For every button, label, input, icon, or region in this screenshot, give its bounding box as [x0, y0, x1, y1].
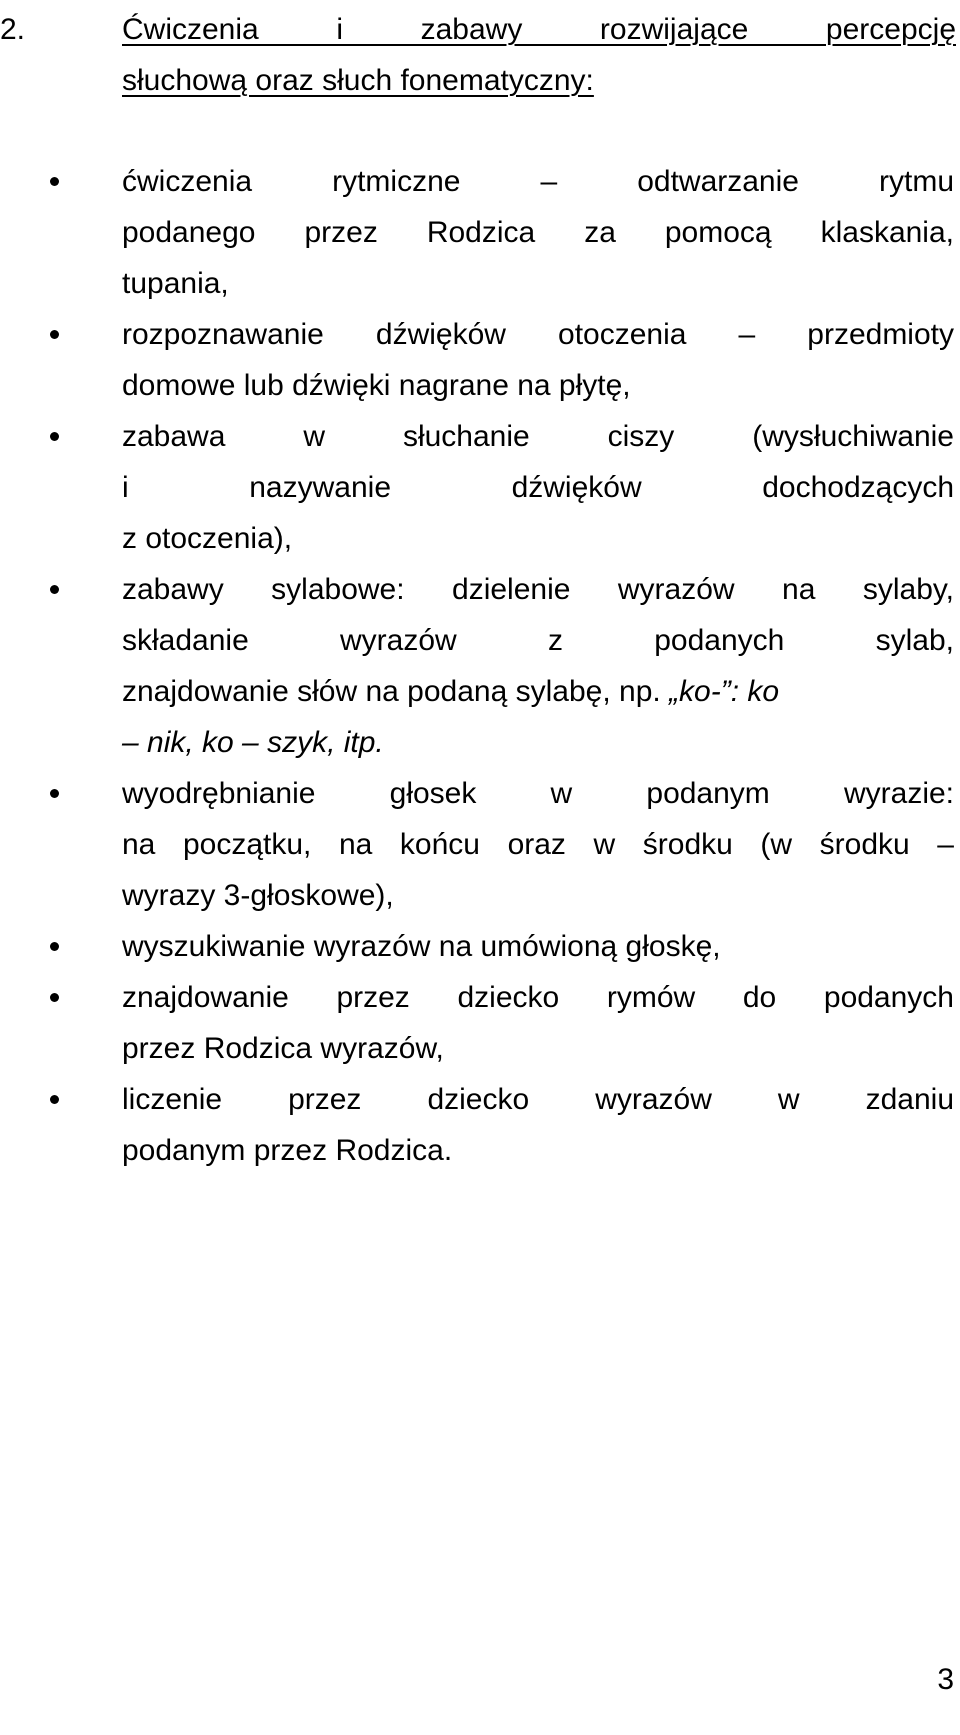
bullet-icon — [50, 789, 59, 798]
text-line: – nik, ko – szyk, itp. — [122, 726, 384, 759]
bullet-icon — [50, 177, 59, 186]
list-item-text — [122, 309, 954, 411]
list-item — [0, 972, 960, 1074]
bullet-icon — [50, 432, 59, 441]
list-item — [0, 1074, 960, 1176]
bullet-icon — [50, 993, 59, 1002]
bullet-icon — [50, 1095, 59, 1104]
page-number: 3 — [937, 1663, 954, 1696]
text-line: ćwiczenia rytmiczne – odtwarzanie rytmu — [122, 165, 954, 198]
syllable-example: „ko-”: ko — [669, 675, 780, 708]
bullet-icon — [50, 330, 59, 339]
list-item-text — [122, 768, 954, 921]
text-line: znajdowanie przez dziecko rymów do podanych — [122, 981, 954, 1014]
text-line: wyodrębnianie głosek w podanym wyrazie: — [122, 777, 954, 810]
text-line: i nazywanie dźwięków dochodzących — [122, 471, 954, 504]
text-line: składanie wyrazów z podanych sylab, — [122, 624, 954, 657]
list-item — [0, 156, 960, 309]
bullet-icon — [50, 942, 59, 951]
heading-line-1: Ćwiczenia i zabawy rozwijające percepcję — [122, 13, 956, 46]
text-line: domowe lub dźwięki nagrane na płytę, — [122, 369, 631, 402]
list-item-text — [122, 411, 954, 564]
heading-number: 2. — [0, 13, 26, 46]
heading-line-2: słuchową oraz słuch fonematyczny: — [122, 64, 594, 97]
list-item-text — [122, 156, 954, 309]
exercise-list — [0, 156, 960, 1176]
text-line: zabawa w słuchanie ciszy (wysłuchiwanie — [122, 420, 954, 453]
bullet-icon — [50, 585, 59, 594]
list-item — [0, 564, 960, 768]
text-line: tupania, — [122, 267, 229, 300]
text-line: liczenie przez dziecko wyrazów w zdaniu — [122, 1083, 954, 1116]
text-line: podanego przez Rodzica za pomocą klaskania, — [122, 216, 954, 249]
list-item-text — [122, 972, 954, 1074]
list-item — [0, 309, 960, 411]
text-line: zabawy sylabowe: dzielenie wyrazów na sylaby, — [122, 573, 954, 606]
list-item — [0, 768, 960, 921]
text-line: na początku, na końcu oraz w środku (w środku – — [122, 828, 954, 861]
text-line: rozpoznawanie dźwięków otoczenia – przedmioty — [122, 318, 954, 351]
text-line — [122, 666, 954, 717]
list-item — [0, 921, 960, 972]
section-heading — [122, 8, 956, 110]
text-line: wyszukiwanie wyrazów na umówioną głoskę, — [122, 930, 721, 963]
text-line: wyrazy 3-głoskowe), — [122, 879, 394, 912]
list-item-text — [122, 564, 954, 768]
list-item-text — [122, 921, 954, 972]
list-item-text — [122, 1074, 954, 1176]
list-item — [0, 411, 960, 564]
text-line: przez Rodzica wyrazów, — [122, 1032, 444, 1065]
text-line: z otoczenia), — [122, 522, 293, 555]
text-segment: znajdowanie słów na podaną sylabę, np. — [122, 675, 670, 708]
text-line: podanym przez Rodzica. — [122, 1134, 453, 1167]
